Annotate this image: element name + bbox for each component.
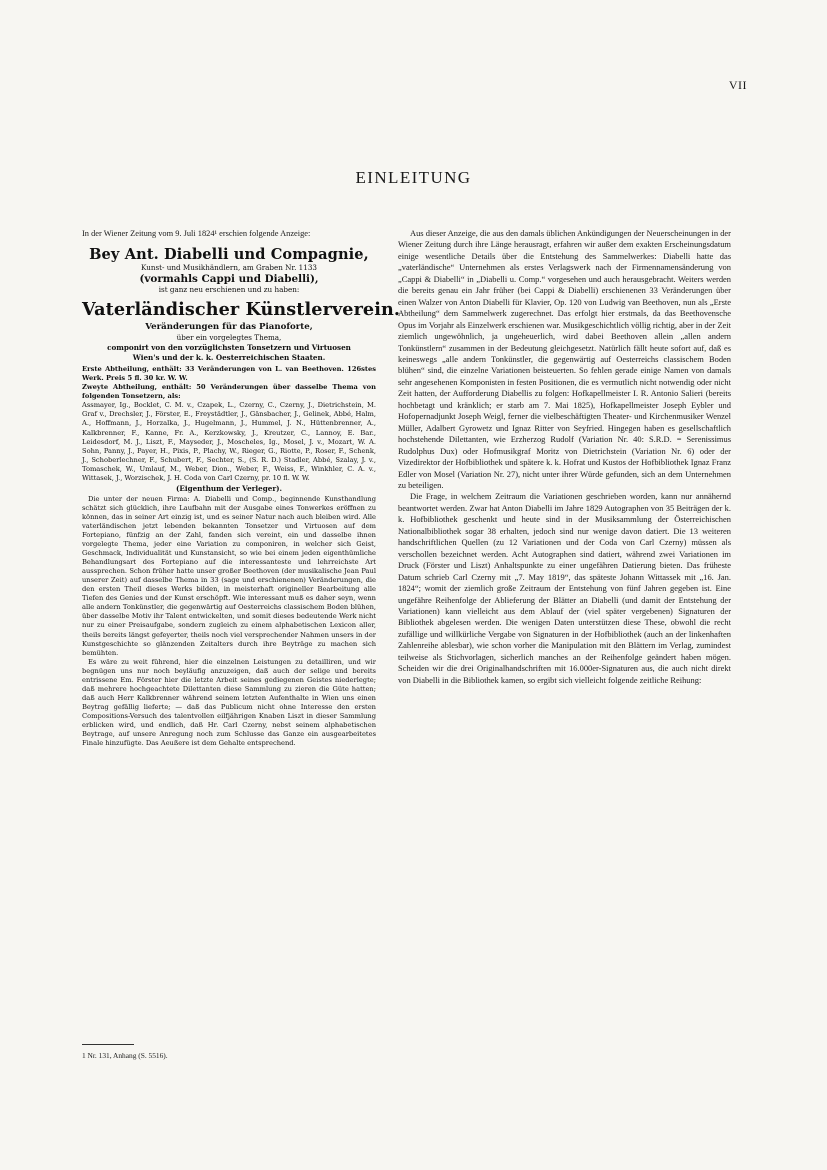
ad-part-1: Erste Abtheilung, enthält: 33 Veränderungen von L. van Beethoven. 126stes Werk. Preis 5 fl. 30 kr. W. W. bbox=[82, 365, 376, 383]
body-paragraph-2: Die Frage, in welchem Zeitraum die Variationen geschrieben worden, kann nur annähernd beantwortet werden. Zwar hat Anton Diabelli im Jahre 1829 Autographen von 35 Beiträgen der k. k. Hofbibliothek geschenkt und heute sind in der Musiksammlung der Österreichischen Nationalbibliothek sogar 38 erhalten, jedoch sind nur wenige davon datiert. Die 13 weiteren handschriftlichen Quellen (zu 12 Variationen und der Coda von Carl Czerny) müssen als verschollen bezeichnet werden. Acht Autographen sind datiert, während zwei Variationen im Druck (Förster und Liszt) Anhaltspunkte zu einer ungefähren Datierung bieten. Das früheste Datum schrieb Carl Czerny mit „7. May 1819“, das späteste Johann Wittassek mit „16. Jan. 1824“; womit der ziemlich große Zeitraum der Entstehung von fünf Jahren gegeben ist. Eine ungefähre Reihenfolge der Ablieferung der Blätter an Diabelli (und damit der Entstehung der Variationen) kann vielleicht aus dem Ablauf der (viel später vergebenen) Signaturen der Bibliothek abgelesen werden. Die wenigen Daten unterstützen diese These, obwohl die recht zufällige und willkürliche Vergabe von Signaturen in der Hofbibliothek (auch an der linkenhaften Zahlenreihe ablesbar), wie schon vorher die Manipulation mit den Blättern im Verlag, zumindest teilweise als Stichvorlagen, sicherlich manches an der Reihenfolge geändert haben mögen. Scheiden wir die drei Originalhandschriften mit 16.000er-Signaturen aus, die auch nicht direkt von Diabelli in die Bibliothek kamen, so ergibt sich vielleicht folgende zeitliche Reihung: bbox=[398, 491, 731, 685]
left-column bbox=[82, 228, 401, 748]
intro-text bbox=[82, 228, 376, 240]
footnote-divider bbox=[82, 1044, 134, 1045]
body-paragraph-1: Aus dieser Anzeige, die aus den damals üblichen Ankündigungen der Neuerscheinungen in der Wiener Zeitung durch ihre Länge herausragt, erfahren wir außer dem exakten Erscheinungsdatum einige wesentliche Details über die Entstehung des Sammelwerkes: Diabelli hatte das „vaterländische“ Unternehmen als erstes Verlagswerk nach der Firmennamensänderung von „Cappi & Diabelli“ in „Diabelli u. Comp.“ vorgesehen und auch herausgebracht. Weiters werden die bereits genau ein Jahr früher (bei Cappi & Diabelli) erschienenen 33 Veränderungen über einen Walzer von Anton Diabelli für Klavier, Op. 120 von Ludwig van Beethoven, nun als „Erste Abtheilung“ dem Sammelwerk zugerechnet. Das erfolgt hier erstmals, da das Beethovensche Opus im Vorjahr als Einzelwerk erschienen war. Musikgeschichtlich völlig richtig, aber in der Zeit ziemlich ungewöhnlich, ja ungeheuerlich, wird dabei Beethoven allein „allen andern Tonkünstlern“ zusammen in der Bedeutung gleichgesetzt. Natürlich fällt heute sofort auf, daß es keineswegs „alle andern Tonkünstler, die gegenwärtig auf Oesterreichs classischem Boden blühen“ sind, die einzelne Variationen beisteuerten. So fehlen gerade einige Namen von damals sehr angesehenen Komponisten in festen Positionen, die es vermutlich nicht notwendig oder nicht Zeit hatten, der Aufforderung Diabellis zu folgen: Hofkapellmeister I. R. Antonio Salieri (bereits hochbetagt und kränklich; er starb am 7. Mai 1825), Hofkapellmeister Joseph Eybler und Hofopernadjunkt Joseph Weigl, ferner die vielbeschäftigten Theater- und Kirchenmusiker Wenzel Müller, Adalbert Gyrowetz und Ignaz Ritter von Seyfried. Hingegen haben es gesellschaftlich hochstehende Dilettanten, wie Erzherzog Rudolf (Variation Nr. 40: S.R.D. = Serenissimus Rudolphus Dux) oder Hofmusikgraf Moritz von Dietrichstein (Variation Nr. 6) oder der Vizedirektor der Hofbibliothek und spätere k. k. Hofrat und Kustos der Hofbibliothek Ignaz Franz Edler von Mosel (Variation Nr. 27), nicht unter ihrer Würde gefunden, sich an dem Unternehmen zu beteiligen. bbox=[398, 228, 731, 490]
ad-former-name: (vormahls Cappi und Diabelli), bbox=[139, 273, 319, 286]
footnote: 1 Nr. 131, Anhang (S. 5516). bbox=[82, 1051, 168, 1060]
body-text bbox=[398, 228, 731, 686]
ad-subtitle-3: componirt von den vorzüglichsten Tonsetzern und Virtuosen bbox=[107, 343, 351, 353]
ad-composer-list: Assmayer, Ig., Bocklet, C. M. v., Czapek, L., Czerny, C., Czerny, J., Dietrichstein, M. Graf v., Drechsler, J., Förster, E., Freystädtler, J., Gänsbacher, J., Gelinek, Abbé, Halm, A., Hoffmann, J., Horzalka, J., Hugelmann, J., Hummel, J. N., Hüttenbrenner, A., Kalkbrenner, F., Kanne, Fr. A., Kerzkowsky, J., Kreutzer, C., Lannoy, E. Bar., Leidesdorf, M. J., Liszt, F., Mayseder, J., Moscheles, Ig., Mosel, J. v., Mozart, W. A. Sohn, Panny, J., Payer, H., Pixis, P., Plachy, W., Rieger, G., Riotte, P., Roser, F., Schenk, J., Schoberlechner, F., Schubert, F., Sechter, S., (S. R. D.) Stadler, Abbé, Szalay, J. v., Tomaschek, W., Umlauf, M., Weber, Dion., Weber, F., Weiss, F., Winkhler, C. A. v., Wittasek, J., Worzischek, J. H. Coda von Carl Czerny, pr. 10 fl. W. W. bbox=[82, 401, 376, 482]
right-column bbox=[398, 228, 731, 686]
page-heading: EINLEITUNG bbox=[355, 168, 472, 187]
ad-paragraph-2: Es wäre zu weit führend, hier die einzelnen Leistungen zu detailliren, und wir begnügen uns nur noch beyläufig anzuzeigen, daß auch der selige und bereits entrissene Em. Förster hier die letzte Arbeit seines gediegenen Geistes niederlegte; daß mehrere hochgeachtete Dilettanten diese Sammlung zu zieren die Güte hatten; daß auch Herr Kalkbrenner während seinem letzten Aufenthalte in Wien uns einen Beytrag gefällig lieferte; — daß das Publicum nicht ohne Interesse den ersten Compositions-Versuch des talentvollen eilfjährigen Knaben Liszt in dieser Sammlung erblicken wird, und endlich, daß Hr. Carl Czerny, nebst seinem alphabetischen Beytrage, auf unsere Anregung noch zum Schlusse das Ganze ein ausgearbeitetes Finale hinzufügte. Das Aeußere ist dem Gehalte entsprechend. bbox=[82, 657, 376, 748]
ad-paragraph-1: Die unter der neuen Firma: A. Diabelli und Comp., beginnende Kunsthandlung schätzt sich glücklich, ihre Laufbahn mit der Ausgabe eines Tonwerkes eröffnen zu können, das in seiner Art einzig ist, und es seiner Natur nach auch bleiben wird. Alle vaterländischen jetzt lebenden bekannten Tonsetzer und Virtuosen auf dem Fortepiano, fünfzig an der Zahl, fanden sich vereint, ein und dasselbe ihnen vorgelegte Thema, jeder eine Variation zu componiren, in welcher sich Geist, Geschmack, Individualität und Kunstansicht, so wie bei einem jeden eigenthümliche Behandlungsart des Fortepiano auf die interessanteste und lehrreichste Art aussprechen. Schon früher hatte unser großer Beethoven (der musikalische Jean Paul unserer Zeit) auf dasselbe Thema in 33 (sage und erschienenen) Veränderungen, die den ersten Theil dieses Werks bilden, in meisterhaft origineller Bearbeitung alle Tiefen des Genies und der Kunst erschöpft. Wie interessant muß es daher seyn, wenn alle andern Tonkünstler, die gegenwärtig auf Oesterreichs classischem Boden blühen, über dasselbe Motiv ihr Talent entwickelten, und somit dieses bedeutende Werk nicht nur zu einer Preisaufgabe, sondern zugleich zu einem alphabetischen Lexicon aller, theils bereits längst gefeyerter, theils noch viel versprechender Nahmen unsers in der Kunstgeschichte so glänzenden Zeitalters durch ihre Beyträge zu machen sich bemühten. bbox=[82, 494, 376, 657]
ad-text bbox=[82, 495, 376, 748]
ad-body bbox=[82, 365, 376, 483]
intro-paragraph: In der Wiener Zeitung vom 9. Juli 1824¹ erschien folgende Anzeige: bbox=[82, 229, 311, 238]
ad-property-note: (Eigenthum der Verleger). bbox=[175, 483, 283, 493]
ad-part-2: Zweyte Abtheilung, enthält: 50 Veränderungen über dasselbe Thema von folgenden Tonsetzern, als: bbox=[82, 383, 376, 401]
page-number: VII bbox=[728, 78, 747, 92]
ad-company: Bey Ant. Diabelli und Compagnie, bbox=[89, 246, 369, 264]
ad-subtitle-4: Wien's und der k. k. Oesterreichischen Staaten. bbox=[132, 353, 326, 363]
ad-subtitle: Veränderungen für das Pianoforte, bbox=[145, 322, 313, 333]
ad-address: Kunst- und Musikhändlern, am Graben Nr. 1133 bbox=[141, 263, 317, 273]
ad-title: Vaterländischer Künstlerverein. bbox=[82, 299, 401, 321]
ad-subtitle-2: über ein vorgelegtes Thema, bbox=[176, 333, 282, 343]
ad-new-notice: ist ganz neu erschienen und zu haben: bbox=[158, 285, 300, 295]
newspaper-advertisement bbox=[82, 246, 401, 748]
